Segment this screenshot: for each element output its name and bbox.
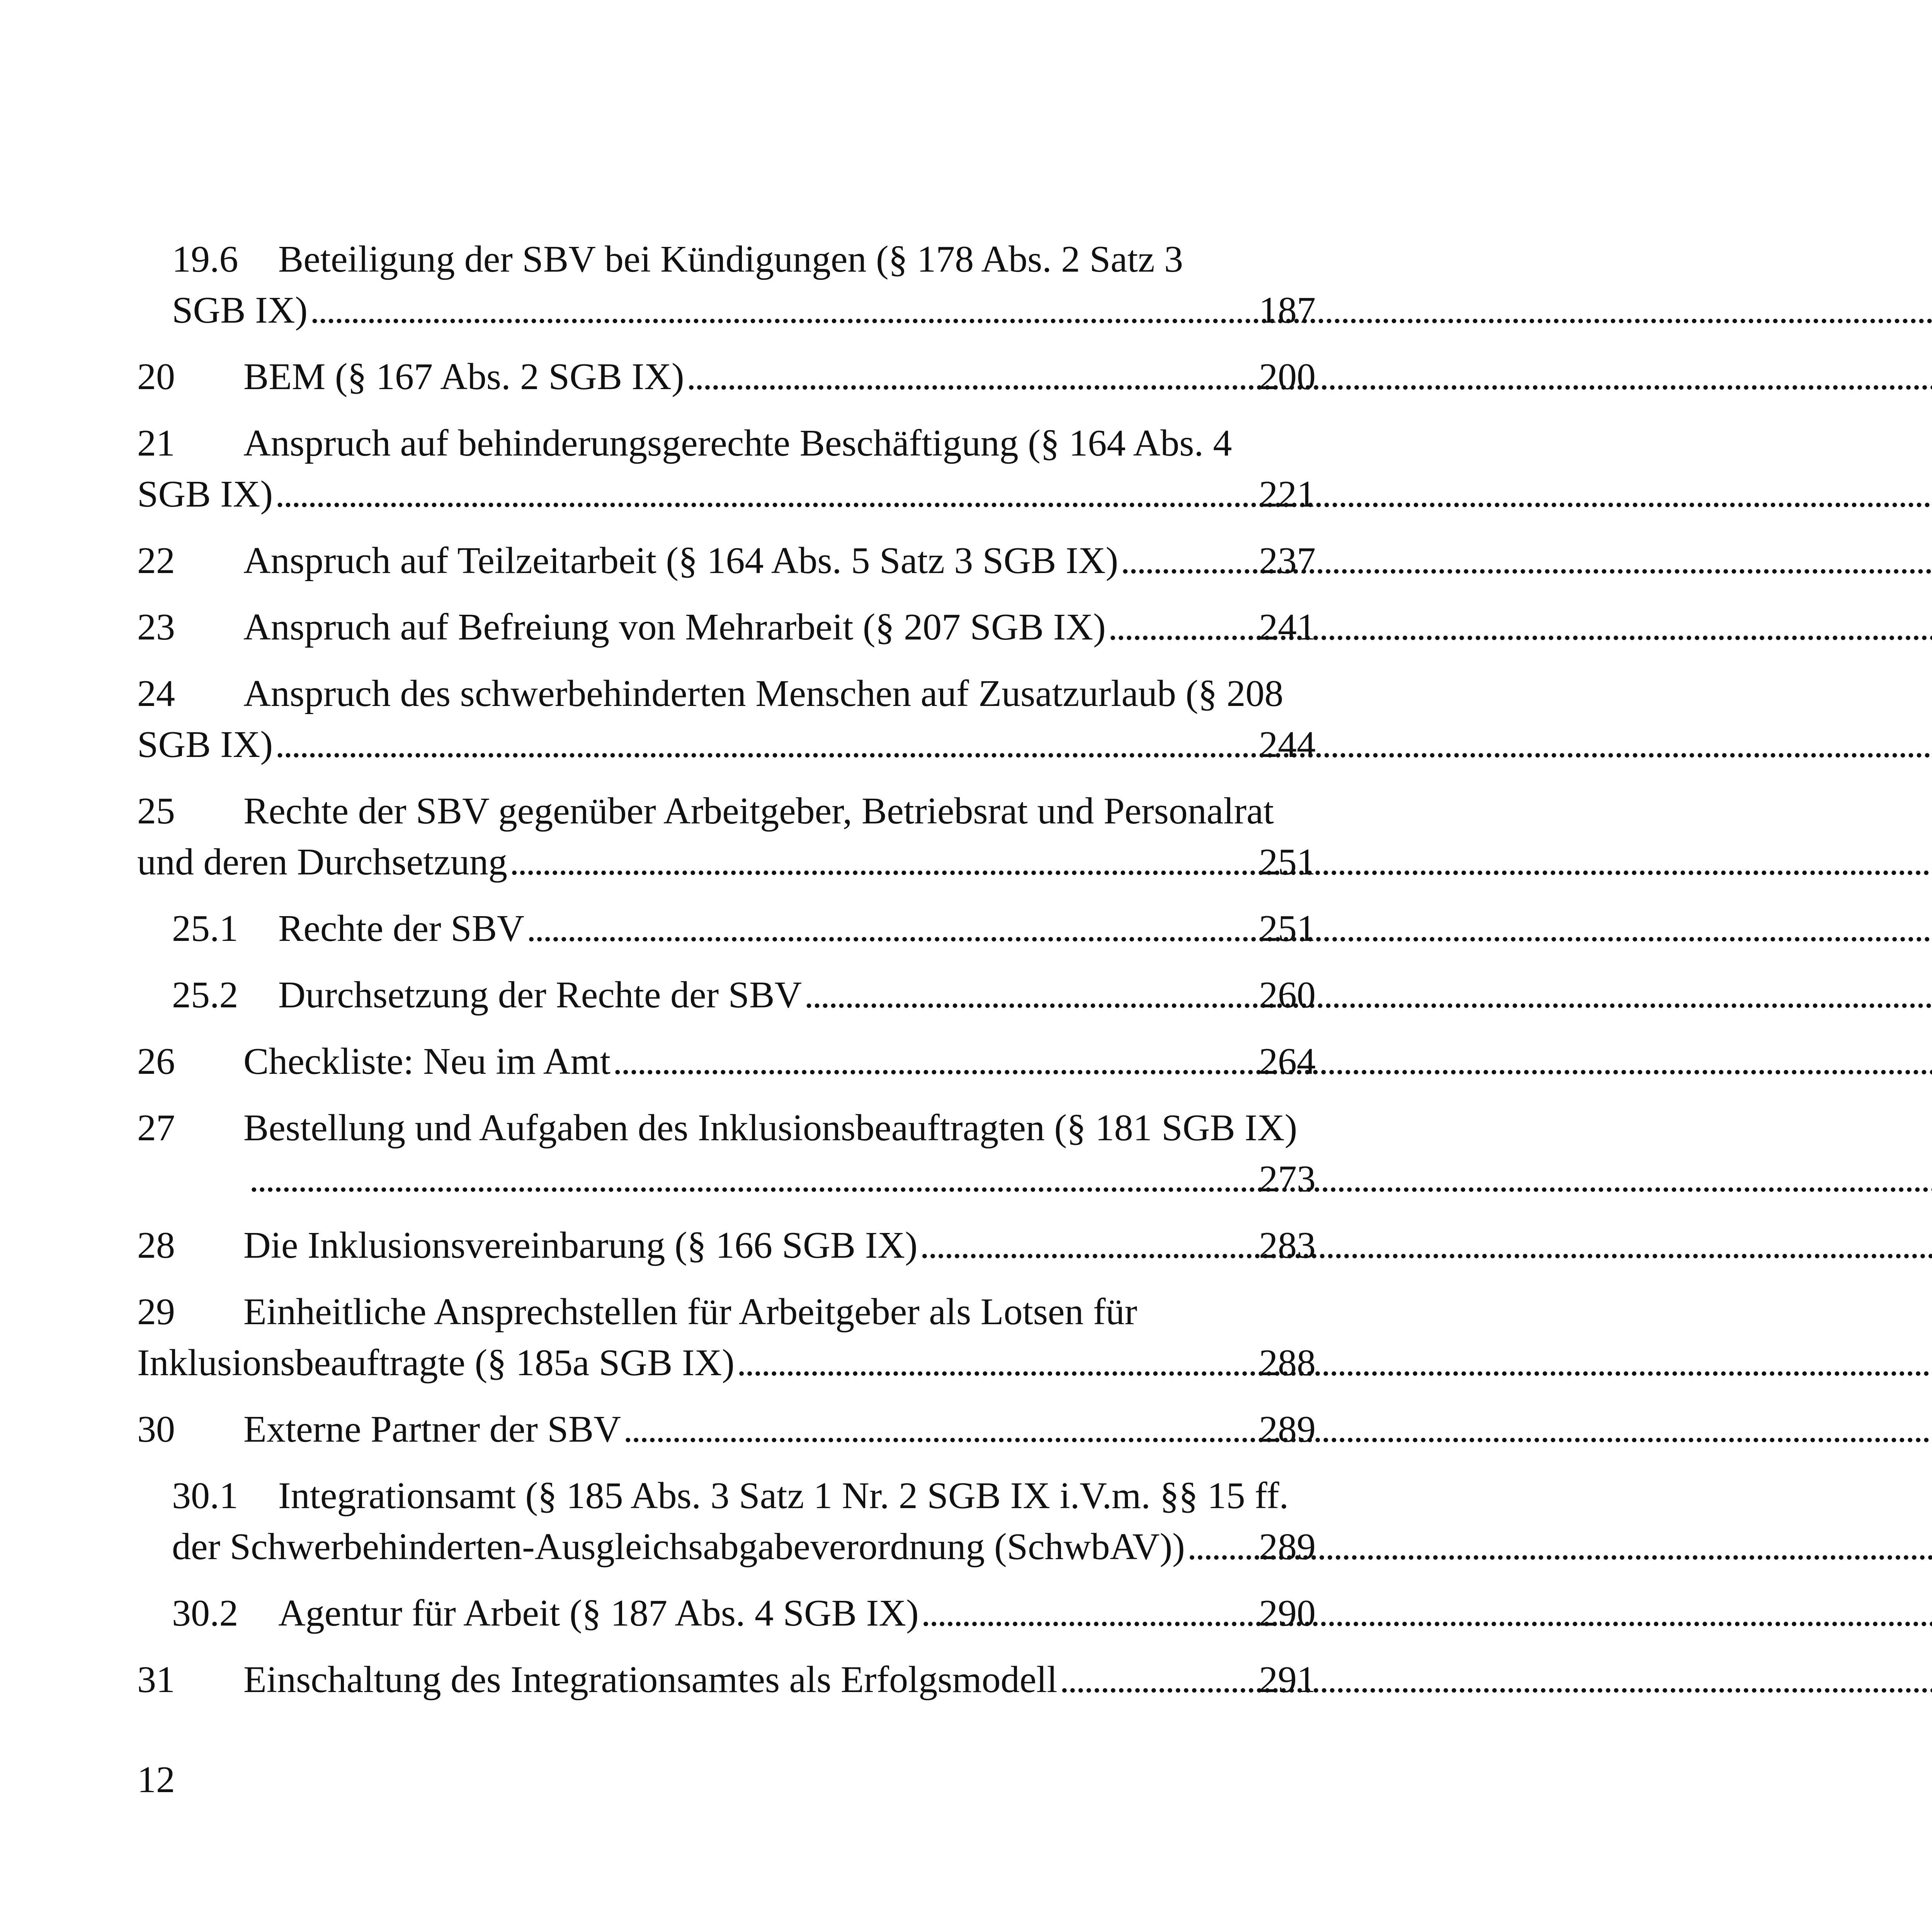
dot-leader bbox=[737, 1337, 1257, 1388]
toc-entry-title-continuation: SGB IX) bbox=[137, 724, 273, 765]
toc-entry bbox=[137, 668, 1316, 770]
toc-entry-page: 273 bbox=[1259, 1158, 1316, 1200]
toc-entry-line bbox=[172, 234, 1316, 285]
toc-entry-title: Beteiligung der SBV bei Kündigungen (§ 178 Abs. 2 Satz 3 bbox=[278, 238, 1183, 280]
toc-entry bbox=[137, 1036, 1316, 1087]
toc-entry-line bbox=[172, 1588, 1316, 1639]
toc-entry bbox=[137, 786, 1316, 888]
toc-entry-line bbox=[137, 837, 1316, 888]
dot-leader bbox=[249, 1153, 1257, 1204]
toc-entry-page: 288 bbox=[1259, 1342, 1316, 1384]
toc-entry-number: 23 bbox=[137, 606, 175, 648]
dot-leader bbox=[310, 285, 1257, 336]
toc-entry-page: 237 bbox=[1259, 540, 1316, 582]
toc-entry bbox=[137, 1654, 1316, 1705]
toc-entry bbox=[137, 418, 1316, 520]
toc-entry-page: 241 bbox=[1259, 606, 1316, 648]
toc-entry-page: 251 bbox=[1259, 841, 1316, 883]
toc-entry-line bbox=[137, 1102, 1316, 1153]
toc-entry bbox=[137, 1404, 1316, 1455]
toc-entry-number: 22 bbox=[137, 540, 175, 582]
toc-entry-number: 19.6 bbox=[172, 238, 238, 280]
toc-entry-number: 21 bbox=[137, 422, 175, 464]
toc-entry-page: 200 bbox=[1259, 356, 1316, 398]
dot-leader bbox=[687, 351, 1257, 402]
toc-entry bbox=[137, 1102, 1316, 1204]
toc-entry-line bbox=[172, 1470, 1316, 1521]
toc-entry-page: 283 bbox=[1259, 1225, 1316, 1266]
toc-entry-page: 290 bbox=[1259, 1592, 1316, 1634]
toc-entry bbox=[172, 1470, 1316, 1572]
toc-entry-line bbox=[172, 285, 1316, 336]
toc-entry-page: 291 bbox=[1259, 1659, 1316, 1701]
toc-entry-page: 289 bbox=[1259, 1408, 1316, 1450]
toc-entry-line bbox=[137, 535, 1316, 586]
toc-entry-title: Anspruch auf Befreiung von Mehrarbeit (§ 207 SGB IX) bbox=[243, 606, 1106, 648]
toc-entry-number: 31 bbox=[137, 1659, 175, 1701]
toc-entry-line bbox=[137, 469, 1316, 520]
dot-leader bbox=[804, 969, 1257, 1020]
toc-entry-title: Die Inklusionsvereinbarung (§ 166 SGB IX) bbox=[243, 1225, 918, 1266]
toc-entry-title: Externe Partner der SBV bbox=[243, 1408, 621, 1450]
toc-entry-page: 264 bbox=[1259, 1041, 1316, 1082]
toc-entry-title: Rechte der SBV bbox=[278, 908, 524, 949]
toc-entry bbox=[137, 1286, 1316, 1388]
toc-entry-number: 27 bbox=[137, 1107, 175, 1149]
dot-leader bbox=[1108, 602, 1257, 653]
toc-entry-number: 30.1 bbox=[172, 1475, 238, 1517]
toc-entry-number: 28 bbox=[137, 1225, 175, 1266]
toc-entry-number: 30.2 bbox=[172, 1592, 238, 1634]
dot-leader bbox=[613, 1036, 1257, 1087]
toc-entry-line bbox=[137, 351, 1316, 402]
dot-leader bbox=[920, 1220, 1257, 1271]
toc-entry bbox=[172, 903, 1316, 954]
dot-leader bbox=[921, 1588, 1257, 1639]
toc-entry-number: 26 bbox=[137, 1041, 175, 1082]
dot-leader bbox=[1187, 1521, 1257, 1572]
toc-entry-line bbox=[137, 1654, 1316, 1705]
toc-entry-line bbox=[137, 668, 1316, 719]
toc-entry-line bbox=[137, 1220, 1316, 1271]
toc-entry-line bbox=[137, 1153, 1316, 1204]
toc-entry-title: Bestellung und Aufgaben des Inklusionsbeauftragten (§ 181 SGB IX) bbox=[243, 1107, 1298, 1149]
toc-entry-number: 25 bbox=[137, 790, 175, 832]
toc-entry-title: Anspruch auf Teilzeitarbeit (§ 164 Abs. 5 Satz 3 SGB IX) bbox=[243, 540, 1118, 582]
toc-entry-line bbox=[137, 418, 1316, 469]
toc-entry-title: Agentur für Arbeit (§ 187 Abs. 4 SGB IX) bbox=[278, 1592, 919, 1634]
toc-entry-title-continuation: der Schwerbehinderten-Ausgleichsabgabeverordnung (SchwbAV)) bbox=[172, 1526, 1185, 1568]
toc-entry-page: 187 bbox=[1259, 289, 1316, 331]
toc-entry bbox=[137, 351, 1316, 402]
toc-entry-page: 221 bbox=[1259, 473, 1316, 515]
toc-entry-title: Einschaltung des Integrationsamtes als Erfolgsmodell bbox=[243, 1659, 1058, 1701]
toc-entry-number: 25.1 bbox=[172, 908, 238, 949]
dot-leader bbox=[1121, 535, 1257, 586]
toc-entry-title: Anspruch des schwerbehinderten Menschen auf Zusatzurlaub (§ 208 bbox=[243, 673, 1284, 714]
toc-entry-page: 244 bbox=[1259, 724, 1316, 765]
toc-entry-number: 25.2 bbox=[172, 974, 238, 1016]
toc-entry bbox=[172, 969, 1316, 1020]
toc-entry-line bbox=[172, 903, 1316, 954]
toc-entry-title: Anspruch auf behinderungsgerechte Beschäftigung (§ 164 Abs. 4 bbox=[243, 422, 1232, 464]
toc-entry-title: BEM (§ 167 Abs. 2 SGB IX) bbox=[243, 356, 684, 398]
toc-entry-line bbox=[137, 786, 1316, 837]
toc-entry-line bbox=[137, 1337, 1316, 1388]
dot-leader bbox=[623, 1404, 1257, 1455]
toc-entry-page: 260 bbox=[1259, 974, 1316, 1016]
dot-leader bbox=[275, 469, 1257, 520]
toc-entry-title-continuation: und deren Durchsetzung bbox=[137, 841, 507, 883]
toc-entry-number: 30 bbox=[137, 1408, 175, 1450]
toc-entry-line bbox=[137, 1036, 1316, 1087]
dot-leader bbox=[275, 719, 1257, 770]
toc-entry-line bbox=[137, 719, 1316, 770]
toc-entry bbox=[172, 1588, 1316, 1639]
table-of-contents bbox=[137, 234, 1316, 1721]
dot-leader bbox=[527, 903, 1257, 954]
toc-entry-title: Rechte der SBV gegenüber Arbeitgeber, Betriebsrat und Personalrat bbox=[243, 790, 1274, 832]
toc-entry-title: Durchsetzung der Rechte der SBV bbox=[278, 974, 802, 1016]
toc-entry bbox=[137, 1220, 1316, 1271]
toc-entry-line bbox=[137, 602, 1316, 653]
toc-entry bbox=[172, 234, 1316, 336]
toc-entry-line bbox=[137, 1286, 1316, 1337]
toc-entry bbox=[137, 535, 1316, 586]
page-number: 12 bbox=[137, 1759, 175, 1801]
toc-entry-number: 20 bbox=[137, 356, 175, 398]
toc-entry-page: 289 bbox=[1259, 1526, 1316, 1568]
toc-entry-title: Einheitliche Ansprechstellen für Arbeitgeber als Lotsen für bbox=[243, 1291, 1138, 1333]
toc-entry-line bbox=[172, 969, 1316, 1020]
toc-entry bbox=[137, 602, 1316, 653]
toc-entry-title-continuation: SGB IX) bbox=[137, 473, 273, 515]
dot-leader bbox=[510, 837, 1257, 888]
dot-leader bbox=[1060, 1654, 1257, 1705]
toc-entry-number: 24 bbox=[137, 673, 175, 714]
toc-entry-title: Checkliste: Neu im Amt bbox=[243, 1041, 611, 1082]
toc-entry-page: 251 bbox=[1259, 908, 1316, 949]
toc-entry-title-continuation: Inklusionsbeauftragte (§ 185a SGB IX) bbox=[137, 1342, 735, 1384]
toc-entry-line bbox=[172, 1521, 1316, 1572]
toc-entry-number: 29 bbox=[137, 1291, 175, 1333]
toc-entry-line bbox=[137, 1404, 1316, 1455]
toc-entry-title: Integrationsamt (§ 185 Abs. 3 Satz 1 Nr. 2 SGB IX i.V.m. §§ 15 ff. bbox=[278, 1475, 1289, 1517]
toc-entry-title-continuation: SGB IX) bbox=[172, 289, 308, 331]
